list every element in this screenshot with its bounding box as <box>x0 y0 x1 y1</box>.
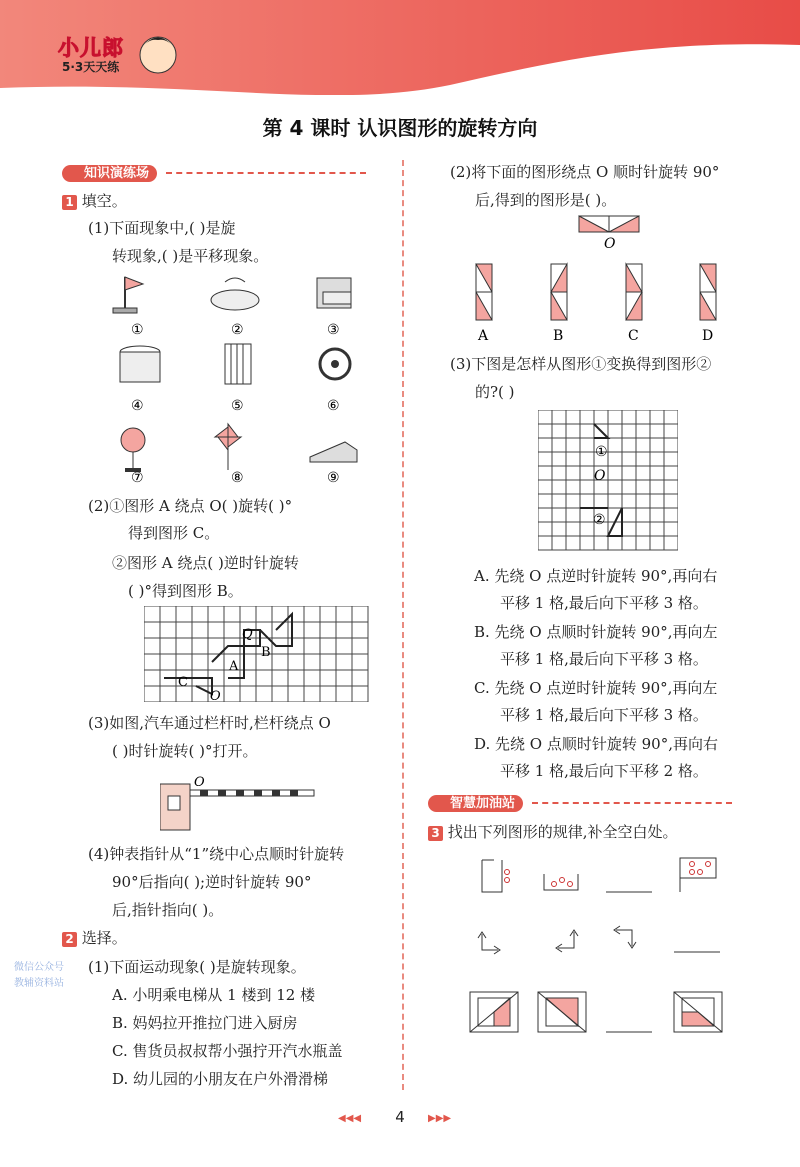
watermark-line2: 教辅资料站 <box>14 978 64 989</box>
q1-heading <box>62 187 127 215</box>
barrier-gate <box>160 772 320 836</box>
grid-label-a: A <box>229 659 239 674</box>
pattern-3-4 <box>674 992 722 1032</box>
section-dash-wisdom <box>532 802 732 804</box>
pattern-3-2 <box>538 992 586 1032</box>
q2-title: 选择。 <box>81 929 127 947</box>
q1-p1-line1: (1)下面现象中,( )是旋 <box>88 219 236 237</box>
phenomena-pictures <box>95 272 385 486</box>
image-label-4: ④ <box>131 398 144 414</box>
q1-p3-line1: (3)如图,汽车通过栏杆时,栏杆绕点 O <box>88 714 331 732</box>
rotation-choices <box>474 262 724 346</box>
pinwheel-icon <box>215 424 241 470</box>
image-label-5: ⑤ <box>231 398 244 414</box>
q2-number: 2 <box>62 932 77 947</box>
drawer-icon <box>317 278 351 308</box>
image-label-8: ⑧ <box>231 470 244 486</box>
q2-p3-option-a-line2: 平移 1 格,最后向下平移 3 格。 <box>500 594 708 612</box>
q2-p3-option-c-line2: 平移 1 格,最后向下平移 3 格。 <box>500 706 708 724</box>
q2-p3-option-b-line1: B. 先绕 O 点顺时针旋转 90°,再向左 <box>474 623 718 641</box>
section-header-knowledge <box>62 162 382 181</box>
pattern-1-4 <box>680 858 716 892</box>
train-icon <box>310 442 357 462</box>
q3-heading <box>428 818 678 846</box>
sink-icon <box>211 278 259 310</box>
pattern-2-2 <box>556 930 578 952</box>
section-dash <box>166 172 366 174</box>
q2-p3-option-c-line1: C. 先绕 O 点逆时针旋转 90°,再向左 <box>474 679 718 697</box>
q1-p4-line2: 90°后指向( );逆时针旋转 90° <box>112 873 312 891</box>
section-label-wisdom: 智慧加油站 <box>428 795 523 812</box>
q1-number: 1 <box>62 195 77 210</box>
image-label-6: ⑥ <box>327 398 340 414</box>
q1-title: 填空。 <box>81 192 127 210</box>
watermark-line1: 微信公众号 <box>14 962 64 973</box>
flag-icon <box>113 277 143 313</box>
q2-option-a: A. 小明乘电梯从 1 楼到 12 楼 <box>112 986 316 1004</box>
rotation-source-shape <box>578 214 648 250</box>
q1-p3-line2: ( )时针旋转( )°打开。 <box>112 742 258 760</box>
choice-d-shape <box>700 264 716 320</box>
q2-p3-option-a-line1: A. 先绕 O 点逆时针旋转 90°,再向右 <box>474 567 718 585</box>
section-header-wisdom <box>428 792 758 811</box>
q2-p3-option-d-line2: 平移 1 格,最后向下平移 2 格。 <box>500 762 708 780</box>
page-nav-left-icon: ◀◀◀ <box>338 1113 362 1124</box>
revolving-door-icon <box>120 346 160 382</box>
q1-p1-line2: 转现象,( )是平移现象。 <box>112 247 269 265</box>
grid-label-q: Q <box>242 627 253 642</box>
figure-1-label: ① <box>595 444 608 460</box>
q1-p2-line2: 得到图形 C。 <box>128 524 220 542</box>
column-divider <box>402 160 404 1090</box>
choice-label-b: B <box>553 328 564 344</box>
q1-p2-line4: ( )°得到图形 B。 <box>128 582 243 600</box>
q2-p2-line1: (2)将下面的图形绕点 O 顺时针旋转 90° <box>450 163 720 181</box>
q2-option-d: D. 幼儿园的小朋友在户外滑滑梯 <box>112 1070 329 1088</box>
gate-point-label: O <box>194 775 205 790</box>
choice-label-d: D <box>702 328 714 344</box>
q2-heading <box>62 924 127 952</box>
pattern-3-1 <box>470 992 518 1032</box>
section-label: 知识演练场 <box>62 165 157 182</box>
image-label-1: ① <box>131 322 144 338</box>
q2-option-b: B. 妈妈拉开推拉门进入厨房 <box>112 1014 298 1032</box>
choice-label-a: A <box>478 328 489 344</box>
page-number: 4 <box>395 1108 405 1126</box>
q2-p3-line2: 的?( ) <box>475 383 515 401</box>
pattern-2-3 <box>614 926 636 948</box>
steering-wheel-icon <box>320 349 350 379</box>
image-label-3: ③ <box>327 322 340 338</box>
pattern-1-2 <box>544 874 578 890</box>
sliding-gate-icon <box>225 344 251 384</box>
grid-label-c: C <box>178 675 188 690</box>
logo-subtitle: 5·3天天练 <box>62 60 120 74</box>
choice-label-c: C <box>628 328 639 344</box>
image-label-2: ② <box>231 322 244 338</box>
q2-option-c: C. 售货员叔叔帮小强拧开汽水瓶盖 <box>112 1042 343 1060</box>
q1-p4-line3: 后,指针指向( )。 <box>112 901 224 919</box>
pattern-1-1 <box>482 860 510 892</box>
q2-p3-option-d-line1: D. 先绕 O 点顺时针旋转 90°,再向右 <box>474 735 718 753</box>
q1-p2-line1: (2)①图形 A 绕点 O( )旋转( )° <box>88 497 293 515</box>
q2-p3-line1: (3)下图是怎样从图形①变换得到图形② <box>450 355 712 373</box>
choice-c-shape <box>626 264 642 320</box>
page-nav-right-icon: ▶▶▶ <box>428 1113 452 1124</box>
rotation-grid <box>144 606 384 702</box>
pattern-2-1 <box>478 932 500 954</box>
transform-grid <box>538 410 678 554</box>
figure-2-label: ② <box>593 512 606 528</box>
grid3-point-o: O <box>594 468 606 484</box>
lesson-title: 第 4 课时 认识图形的旋转方向 <box>262 116 538 140</box>
q2-p2-line2: 后,得到的图形是( )。 <box>475 191 617 209</box>
q3-title: 找出下列图形的规律,补全空白处。 <box>447 823 678 841</box>
fan-icon <box>121 428 145 472</box>
choice-b-shape <box>551 264 567 320</box>
grid-label-b: B <box>261 645 271 660</box>
image-label-9: ⑨ <box>327 470 340 486</box>
q1-p2-line3: ②图形 A 绕点( )逆时针旋转 <box>112 554 299 572</box>
choice-a-shape <box>476 264 492 320</box>
image-label-7: ⑦ <box>131 470 144 486</box>
grid-label-o: O <box>210 689 221 702</box>
q2-p3-option-b-line2: 平移 1 格,最后向下平移 3 格。 <box>500 650 708 668</box>
logo-title: 小儿郎 <box>58 36 124 60</box>
q2-p1: (1)下面运动现象( )是旋转现象。 <box>88 958 306 976</box>
q3-number: 3 <box>428 826 443 841</box>
source-point-o: O <box>604 236 616 250</box>
pattern-figures <box>460 852 740 1038</box>
q1-p4-line1: (4)钟表指针从“1”绕中心点顺时针旋转 <box>88 845 345 863</box>
